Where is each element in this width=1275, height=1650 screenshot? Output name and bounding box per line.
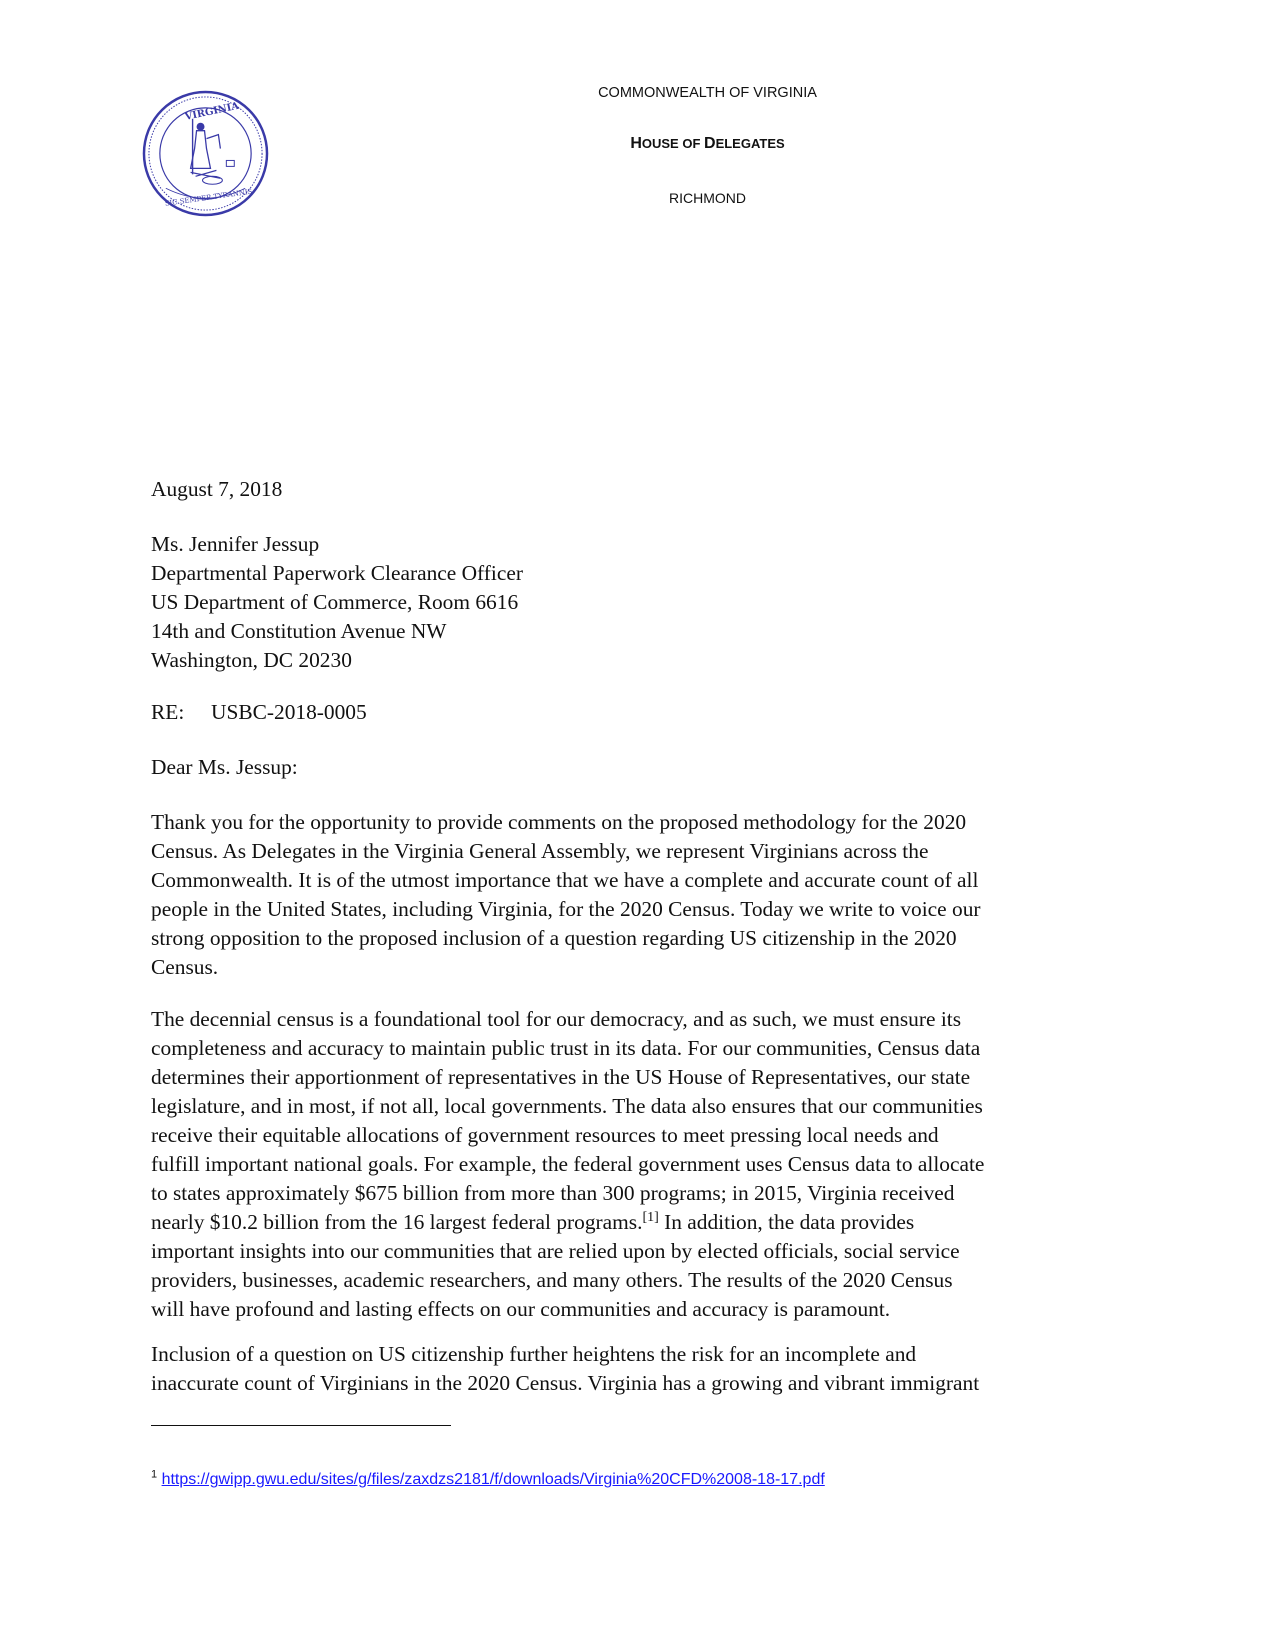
re-line: [151, 698, 1136, 727]
letterhead-cap-d: D: [704, 135, 716, 152]
seal-motto: SIC SEMPER TYRANNIS: [164, 187, 253, 208]
re-label: RE:: [151, 700, 185, 724]
letterhead-small-2: ELEGATES: [715, 136, 785, 151]
salutation-text: Dear Ms. Jessup:: [151, 755, 298, 779]
text-line: Commonwealth. It is of the utmost importance that we have a complete and accurate count of all: [151, 868, 979, 892]
text-segment: In addition, the data provides: [658, 1210, 915, 1234]
text-line: fulfill important national goals. For example, the federal government uses Census data to allocate: [151, 1152, 985, 1176]
letterhead-line2: [490, 135, 784, 153]
salutation: [151, 753, 1136, 782]
re-value: USBC-2018-0005: [211, 700, 367, 724]
text-line: to states approximately $675 billion from more than 300 programs; in 2015, Virginia received: [151, 1181, 955, 1205]
paragraph-3: [151, 1340, 1136, 1398]
text-line: determines their apportionment of representatives in the US House of Representatives, our state: [151, 1065, 971, 1089]
text-line: strong opposition to the proposed inclusion of a question regarding US citizenship in the 2020: [151, 926, 957, 950]
text-segment: nearly $10.2 billion from the 16 largest federal programs.: [151, 1210, 643, 1234]
text-line: legislature, and in most, if not all, local governments. The data also ensures that our communities: [151, 1094, 983, 1118]
text-line: receive their equitable allocations of government resources to meet pressing local needs and: [151, 1123, 939, 1147]
letterhead-cap-h: H: [630, 135, 642, 152]
paragraph-1: [151, 808, 1136, 982]
footnote-reference[interactable]: [1]: [642, 1209, 659, 1225]
letter-date: [151, 475, 1136, 504]
address-line: Washington, DC 20230: [151, 648, 352, 672]
address-line: Departmental Paperwork Clearance Officer: [151, 561, 523, 585]
footnote-number: 1: [151, 1468, 158, 1481]
text-line: completeness and accuracy to maintain public trust in its data. For our communities, Census data: [151, 1036, 981, 1060]
letterhead-line3: RICHMOND: [669, 190, 746, 206]
letterhead-small-1: OUSE OF: [641, 136, 704, 151]
address-line: Ms. Jennifer Jessup: [151, 532, 320, 556]
footnote-divider: [151, 1425, 451, 1426]
text-line: Census. As Delegates in the Virginia General Assembly, we represent Virginians across the: [151, 839, 929, 863]
text-line: Thank you for the opportunity to provide comments on the proposed methodology for the 2020: [151, 810, 967, 834]
text-line: providers, businesses, academic researchers, and many others. The results of the 2020 Census: [151, 1268, 953, 1292]
paragraph-2: [151, 1005, 1136, 1324]
footnote: [151, 1470, 825, 1490]
text-line: inaccurate count of Virginians in the 2020 Census. Virginia has a growing and vibrant immigrant: [151, 1371, 980, 1395]
text-line: will have profound and lasting effects on our communities and accuracy is paramount.: [151, 1297, 891, 1321]
seal-top-text: VIRGINIA: [183, 100, 241, 123]
text-line: Inclusion of a question on US citizenship further heightens the risk for an incomplete and: [151, 1342, 917, 1366]
date-text: August 7, 2018: [151, 477, 283, 501]
recipient-address: [151, 530, 1136, 675]
text-line: [151, 1208, 1136, 1237]
text-line: Census.: [151, 955, 219, 979]
footnote-link[interactable]: https://gwipp.gwu.edu/sites/g/files/zaxdzs2181/f/downloads/Virginia%20CFD%2008-18-17.pdf: [161, 1471, 825, 1488]
text-line: The decennial census is a foundational tool for our democracy, and as such, we must ensure its: [151, 1007, 962, 1031]
address-line: US Department of Commerce, Room 6616: [151, 590, 519, 614]
letterhead-line1: COMMONWEALTH OF VIRGINIA: [598, 85, 817, 101]
text-line: important insights into our communities that are relied upon by elected officials, social service: [151, 1239, 960, 1263]
text-line: people in the United States, including Virginia, for the 2020 Census. Today we write to voice our: [151, 897, 981, 921]
address-line: 14th and Constitution Avenue NW: [151, 619, 447, 643]
